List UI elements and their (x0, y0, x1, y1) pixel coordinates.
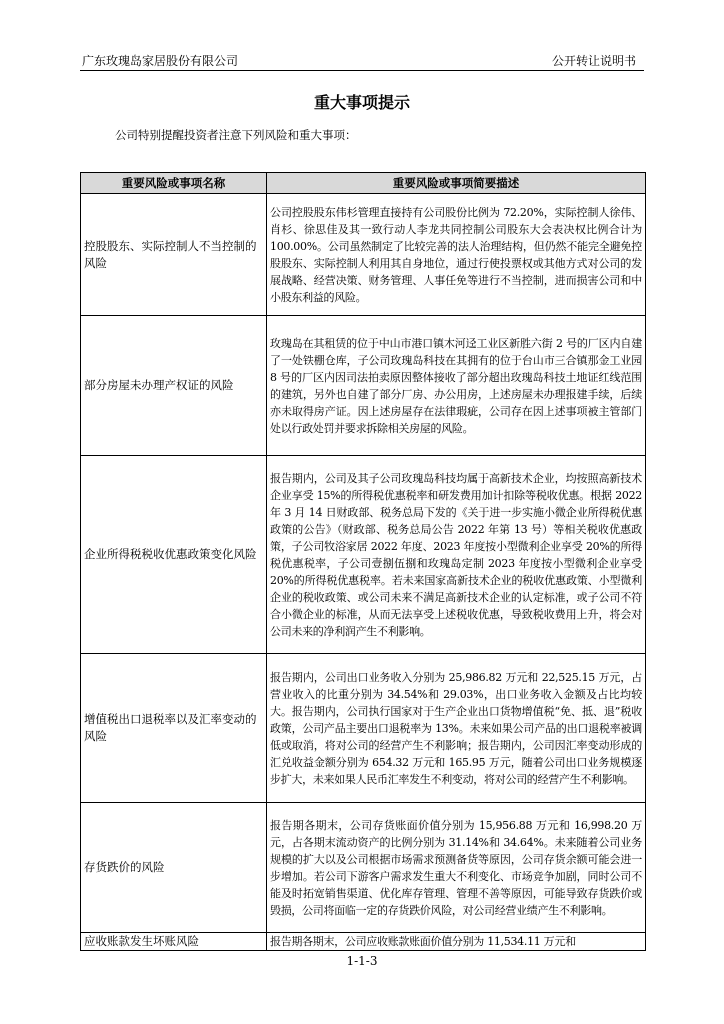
table-row (81, 654, 646, 803)
risk-name: 企业所得税税收优惠政策变化风险 (81, 456, 267, 654)
column-header-risk-name: 重要风险或事项名称 (81, 173, 267, 194)
risk-description: 公司控股股东伟杉管理直接持有公司股份比例为 72.20%，实际控制人徐伟、肖杉、徐思佳及其一致行动人李龙共同控制公司股东大会表决权比例合计为 100.00%。公司虽然制定了比较完善的法人治理结构，但仍然不能完全避免控股股东、实际控制人利用其自身地位，通过行使投票权或其他方式对公司的发展战略、经营决策、财务管理、人事任免等进行不当控制，进而损害公司和中小股东利益的风险。 (267, 194, 646, 316)
risk-description: 报告期各期末，公司存货账面价值分别为 15,956.88 万元和 16,998.20 万元，占各期末流动资产的比例分别为 31.14%和 34.64%。未来随着公司业务规模的扩大以及公司根据市场需求预测备货等原因，公司存货余额可能会进一步增加。若公司下游客户需求发生重大不利变化、市场竞争加剧，同时公司不能及时拓宽销售渠道、优化库存管理、管理不善等原因，可能导致存货跌价或毁损，公司将面临一定的存货跌价风险，对公司经营业绩产生不利影响。 (267, 803, 646, 933)
page-number: 1-1-3 (346, 954, 378, 968)
table-row (81, 316, 646, 456)
risk-description: 报告期内，公司及其子公司玫瑰岛科技均属于高新技术企业，均按照高新技术企业享受 15%的所得税优惠税率和研发费用加计扣除等税收优惠。根据 2022 年 3 月 14 日财政部、税务总局下发的《关于进一步实施小微企业所得税优惠政策的公告》（财政部、税务总局公告 2022 年第 13 号）等相关税收优惠政策，子公司牧浴家居 2022 年度、2023 年度按小型微利企业享受 20%的所得税优惠税率，子公司壹捌伍捌和玫瑰岛定制 2023 年度按小型微利企业享受 20%的所得税优惠税率。若未来国家高新技术企业的税收优惠政策、小型微利企业的税收政策、或公司未来不满足高新技术企业的认定标准，或子公司不符合小微企业的标准，从而无法享受上述税收优惠，导致税收费用上升，将会对公司未来的净利润产生不利影响。 (267, 456, 646, 654)
risk-table (80, 172, 646, 951)
page-title: 重大事项提示 (313, 93, 410, 112)
header-divider (80, 70, 644, 71)
risk-name: 应收账款发生坏账风险 (81, 933, 267, 951)
table-row (81, 803, 646, 933)
header-document-type: 公开转让说明书 (551, 54, 636, 68)
risk-description: 报告期各期末，公司应收账款账面价值分别为 11,534.11 万元和 (267, 933, 646, 951)
table-header-row (81, 173, 646, 194)
risk-description: 玫瑰岛在其租赁的位于中山市港口镇木河迳工业区新胜六街 2 号的厂区内自建了一处铁棚仓库，子公司玫瑰岛科技在其拥有的位于台山市三合镇那金工业园 8 号的厂区内因司法拍卖原因整体接收了部分超出玫瑰岛科技土地证红线范围的建筑，另外也自建了部分厂房、办公用房，上述房屋未办理报建手续，后续亦未取得房产证。因上述房屋存在法律瑕疵，公司存在因上述事项被主管部门处以行政处罚并要求拆除相关房屋的风险。 (267, 316, 646, 456)
risk-name: 存货跌价的风险 (81, 803, 267, 933)
header-company-name: 广东玫瑰岛家居股份有限公司 (82, 54, 239, 68)
table-row (81, 933, 646, 951)
risk-name: 增值税出口退税率以及汇率变动的风险 (81, 654, 267, 803)
risk-name: 控股股东、实际控制人不当控制的风险 (81, 194, 267, 316)
intro-paragraph: 公司特别提醒投资者注意下列风险和重大事项： (115, 128, 357, 142)
table-row (81, 194, 646, 316)
table-row (81, 456, 646, 654)
risk-name: 部分房屋未办理产权证的风险 (81, 316, 267, 456)
column-header-risk-description: 重要风险或事项简要描述 (267, 173, 646, 194)
risk-description: 报告期内，公司出口业务收入分别为 25,986.82 万元和 22,525.15 万元，占营业收入的比重分别为 34.54%和 29.03%，出口业务收入金额及占比均较大。报告期内，公司执行国家对于生产企业出口货物增值税“免、抵、退”税收政策，公司产品主要出口退税率为 13%。未来如果公司产品的出口退税率被调低或取消，将对公司的经营产生不利影响；报告期内，公司因汇率变动形成的汇兑收益金额分别为 654.32 万元和 165.95 万元，随着公司出口业务规模逐步扩大，未来如果人民币汇率发生不利变动，将对公司的经营产生不利影响。 (267, 654, 646, 803)
